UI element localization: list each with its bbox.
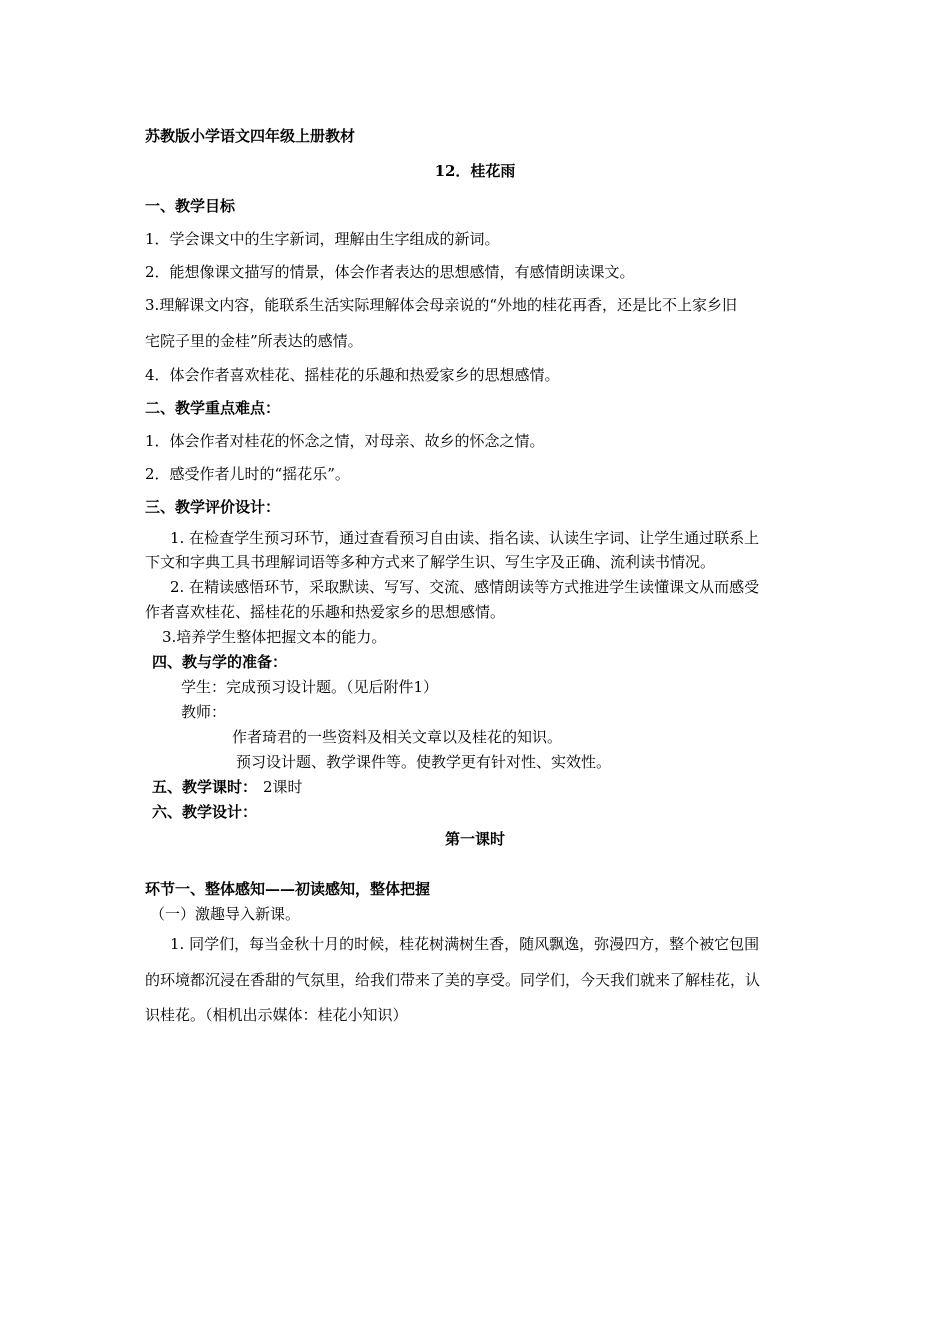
key-point-2: 2．感受作者儿时的“摇花乐”。 [145, 465, 350, 483]
first-lesson-title: 第一课时 [444, 830, 505, 848]
section-6-heading: 六、教学设计： [152, 803, 258, 821]
evaluation-line-3: 2. 在精读感悟环节，采取默读、写写、交流、感情朗读等方式推进学生读懂课文从而感受 [170, 578, 760, 596]
section-2-heading: 二、教学重点难点： [145, 399, 281, 417]
section-5 [152, 777, 303, 797]
teacher-preparation-item-2: 预习设计题、教学课件等。使教学更有针对性、实效性。 [236, 753, 612, 771]
document-header: 苏教版小学语文四年级上册教材 [145, 127, 356, 145]
objective-4: 4．体会作者喜欢桂花、摇桂花的乐趣和热爱家乡的思想感情。 [145, 366, 560, 384]
lesson-title: 12．桂花雨 [434, 162, 516, 180]
section-3-heading: 三、教学评价设计： [145, 498, 281, 516]
objective-3-continued: 宅院子里的金桂”所表达的感情。 [145, 332, 363, 350]
section-5-value: 2课时 [263, 778, 303, 796]
step-1-line-2: 的环境都沉浸在香甜的气氛里，给我们带来了美的享受。同学们，今天我们就来了解桂花，认 [145, 971, 761, 989]
section-1-heading: 一、教学目标 [145, 197, 236, 215]
section-5-heading: 五、教学课时： [152, 778, 258, 796]
key-point-1: 1．体会作者对桂花的怀念之情，对母亲、故乡的怀念之情。 [145, 432, 545, 450]
evaluation-line-4: 作者喜欢桂花、摇桂花的乐趣和热爱家乡的思想感情。 [145, 603, 506, 621]
step-1-line-1: 1. 同学们，每当金秋十月的时候，桂花树满树生香，随风飘逸，弥漫四方，整个被它包围 [170, 935, 760, 953]
evaluation-line-5: 3.培养学生整体把握文本的能力。 [162, 628, 387, 646]
step-1-line-3: 识桂花。（相机出示媒体：桂花小知识） [145, 1006, 408, 1024]
evaluation-line-2: 下文和字典工具书理解词语等多种方式来了解学生识、写生字及正确、流利读书情况。 [145, 553, 716, 571]
step-1-heading: 环节一、整体感知——初读感知，整体把握 [145, 880, 431, 898]
section-4-heading: 四、教与学的准备： [152, 653, 288, 671]
teacher-preparation-item-1: 作者琦君的一些资料及相关文章以及桂花的知识。 [232, 728, 563, 746]
objective-1: 1．学会课文中的生字新词，理解由生字组成的新词。 [145, 230, 500, 248]
teacher-preparation-label: 教师： [181, 703, 227, 721]
student-preparation: 学生：完成预习设计题。（见后附件1） [181, 678, 439, 696]
evaluation-line-1: 1. 在检查学生预习环节，通过查看预习自由读、指名读、认读生字词、让学生通过联系上 [170, 529, 760, 547]
step-1-subheading: （一）激趣导入新课。 [150, 905, 301, 923]
objective-2: 2．能想像课文描写的情景，体会作者表达的思想感情，有感情朗读课文。 [145, 263, 635, 281]
objective-3: 3.理解课文内容，能联系生活实际理解体会母亲说的“外地的桂花再香，还是比不上家乡旧 [145, 296, 737, 314]
